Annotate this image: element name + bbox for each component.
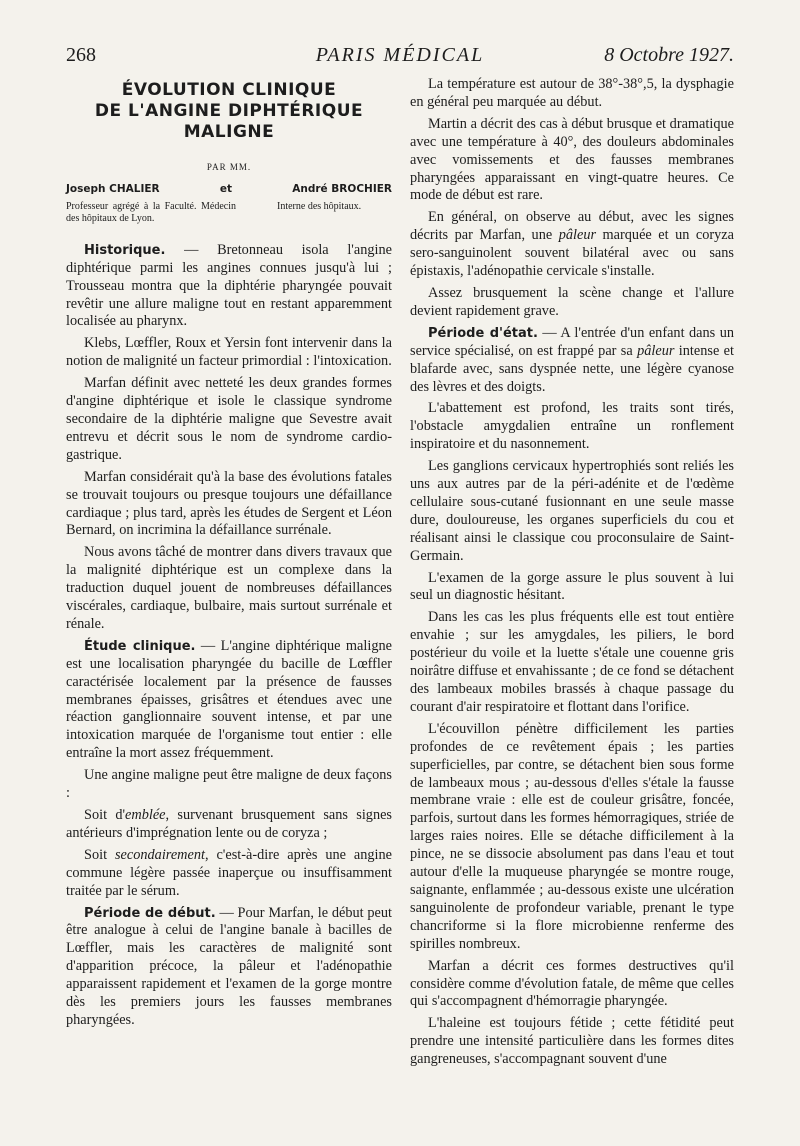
section-heading: Période d'état.: [428, 325, 538, 341]
paragraph: Assez brusquement la scène change et l'allure devient rapidement grave.: [410, 284, 734, 319]
paragraph: Marfan a décrit ces formes destructives qu'il considère comme d'évolution fatale, de même que celles qui s'accompagnent d'hémorragie pharyngée.: [410, 957, 734, 1010]
paragraph: Martin a décrit des cas à début brusque et dramatique avec une température à 40°, des douleurs abdominales avec vomissements et des fausses membranes pharyngées apparaissant en vingt-quatre heures. Ce mode de début est rare.: [410, 115, 734, 204]
journal-name: PARIS MÉDICAL: [315, 44, 485, 66]
title-line: ÉVOLUTION CLINIQUE: [121, 80, 337, 100]
section-heading: Période de début.: [84, 905, 216, 921]
paragraph: En général, on observe au début, avec les signes décrits par Marfan, une pâleur marquée et un coryza sero-sanguinolent souvent bilatéral avec ou sans épistaxis, l'adénopathie cervicale s'installe.: [410, 209, 734, 280]
author-1-affiliation: Professeur agrégé à la Faculté. Médecin des hôpitaux de Lyon.: [66, 200, 236, 225]
paragraph-etude: Étude clinique. — L'angine diphtérique maligne est une localisation pharyngée du bacille de Lœffler caractérisée localement par la présence de fausses membranes épaisses, grisâtres et étendues avec une réaction ganglionnaire souvent intense, et par une intoxication marquée de l'organisme tout entier : elle entraîne la mort assez fréquemment.: [66, 637, 392, 762]
paragraph: Klebs, Lœffler, Roux et Yersin font intervenir dans la notion de malignité un facteur primordial : l'intoxication.: [66, 335, 392, 370]
paragraph: Dans les cas les plus fréquents elle est tout entière envahie ; sur les amygdales, les piliers, le bord postérieur du voile et la luette s'étale une couenne gris noirâtre diffuse et envahissante ; de ce fond se détachent des lambeaux mobiles brassés à chaque passage du courant d'air respiratoire et flottant dans l'orifice.: [410, 609, 734, 715]
paragraph: Soit secondairement, c'est-à-dire après une angine commune légère passée inaperçue ou insuffisamment traitée par le sérum.: [66, 846, 393, 899]
section-heading: Historique.: [84, 242, 166, 258]
author-conjunction: et: [219, 182, 232, 195]
affiliations: [66, 201, 392, 226]
paragraph: Marfan considérait qu'à la base des évolutions fatales se trouvait toujours ou presque toujours une défaillance cardiaque ; plus tard, après les études de Sergent et Léon Bernard, on incrimina la défaillance surrénale.: [66, 468, 392, 539]
paragraph: L'haleine est toujours fétide ; cette fétidité peut prendre une intensité particulière dans les formes dites gangreneuses, s'accompagnant souvent d'une: [410, 1015, 734, 1068]
paragraph-historique: Historique. — Bretonneau isola l'angine diphtérique parmi les angines connues jusqu'à lui ; Trousseau montra que la diphtérie pharyngée pouvait revêtir une allure maligne tout en restant apparemment localisée au pharynx.: [66, 241, 392, 330]
title-line: MALIGNE: [183, 122, 275, 142]
paragraph: L'examen de la gorge assure le plus souvent à lui seul un diagnostic hésitant.: [410, 569, 734, 604]
author-2-affiliation: Interne des hôpitaux.: [277, 200, 362, 212]
authors: [66, 181, 392, 199]
page-number: 268: [66, 44, 96, 66]
paragraph: Une angine maligne peut être maligne de deux façons :: [66, 767, 392, 802]
title-line: DE L'ANGINE DIPHTÉRIQUE: [94, 101, 364, 121]
paragraph: Soit d'emblée, survenant brusquement sans signes antérieurs d'imprégnation lente ou de coryza ;: [66, 807, 392, 841]
paragraph: Nous avons tâché de montrer dans divers travaux que la malignité diphtérique est un complexe dans la traduction duquel jouent de nombreuses défaillances viscérales, cardiaque, bulbaire, mais surtout surrénale et rénale.: [66, 544, 392, 632]
paragraph-debut: Période de début. — Pour Marfan, le début peut être analogue à celui de l'angine banale à bacilles de Lœffler, mais les caractères de malignité sont d'apparition précoce, la pâleur et l'adénopathie apparaissent rapidement et l'examen de la gorge montre dès les premiers jours les fausses membranes pharyngées.: [66, 904, 392, 1028]
left-column: [66, 76, 392, 1034]
author-1: Joseph CHALIER: [66, 182, 160, 195]
article-title: [66, 80, 392, 143]
byline-par: PAR MM.: [206, 162, 252, 172]
author-2: André BROCHIER: [292, 182, 392, 195]
page-header: [66, 44, 734, 76]
paragraph-etat: Période d'état. — A l'entrée d'un enfant dans un service spécialisé, on est frappé par sa pâleur intense et blafarde avec, sans dyspnée nette, une légère cyanose des lèvres et des doigts.: [410, 324, 734, 395]
paragraph: Les ganglions cervicaux hypertrophiés sont reliés les uns aux autres par de la péri-adénite et de l'œdème cellulaire sous-cutané fusionnant en une seule masse dure, douloureuse, les organes superficiels du cou et réalisant ainsi le classique cou proconsulaire de Saint-Germain.: [410, 458, 734, 564]
paragraph: L'écouvillon pénètre difficilement les parties profondes de ce revêtement épais ; les parties superficielles, par contre, se détachent bien sous forme de lambeaux mous ; au-dessous d'elles s'étale la fausse membrane vraie : elle est de couleur grisâtre, foncée, parfois, surtout dans les formes hémorragiques, striée de larges raies noires. Elle se détache difficilement à la pince, ne se dissocie absolument pas dans l'eau et tout autour d'elle la muqueuse pharyngée se montre rouge, saignante, enflammée ; au-dessous existe une ulcération sanguinolente de profondeur variable, prenant le type chancriforme si la flore microbienne renferme des spirilles nombreux.: [410, 720, 734, 952]
paragraph: La température est autour de 38°-38°,5, la dysphagie en général peu marquée au début.: [410, 76, 734, 110]
section-heading: Étude clinique.: [84, 638, 196, 654]
right-column: [410, 76, 734, 1073]
paragraph: L'abattement est profond, les traits sont tirés, l'obstacle amygdalien entraîne un ronflement inspiratoire et du nasonnement.: [410, 400, 734, 453]
issue-date: 8 Octobre 1927.: [604, 44, 734, 66]
paragraph: Marfan définit avec netteté les deux grandes formes d'angine diphtérique et isole le classique syndrome secondaire de la diphtérie maligne que Sevestre avait entrevu et décrit sous le nom de syndrome cardio-gastrique.: [66, 375, 392, 463]
